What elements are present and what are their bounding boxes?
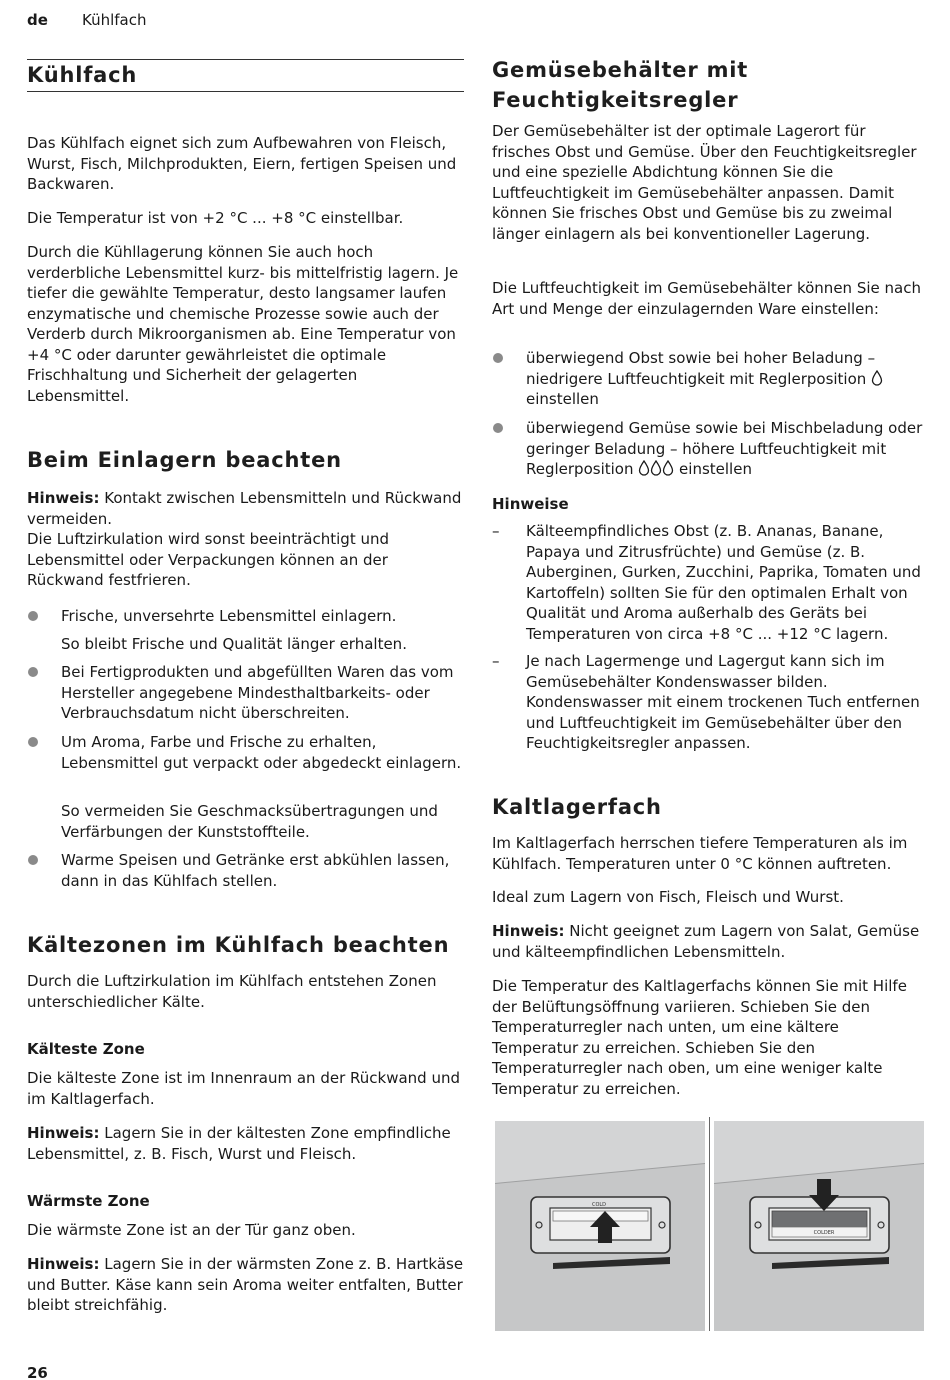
einlagern-note-continued: Die Luftzirkulation wird sonst beeinträchtigt und Lebensmittel oder Verpackungen können an der Rückwand festfrieren. xyxy=(27,530,390,589)
title-rule-bottom xyxy=(27,91,464,92)
page-number: 26 xyxy=(27,1364,48,1380)
bullet-icon xyxy=(28,611,38,621)
subsection-title-hinweise: Hinweise xyxy=(492,495,569,513)
drop-icon xyxy=(871,370,883,386)
einlagern-note xyxy=(27,488,464,529)
section-title-zonen: Kältezonen im Kühlfach beachten xyxy=(27,933,450,957)
warmest-note xyxy=(27,1254,464,1316)
bullet-icon xyxy=(28,737,38,747)
list-item xyxy=(27,662,464,724)
intro-paragraph-2: Die Temperatur ist von +2 °C ... +8 °C einstellbar. xyxy=(27,209,404,227)
vent-label-colder: COLDER xyxy=(813,1230,835,1236)
section-title-gemuese: Gemüsebehälter mit Feuchtigkeitsregler xyxy=(492,58,749,112)
vent-illustration xyxy=(495,1121,705,1331)
list-item-sub: So bleibt Frische und Qualität länger erhalten. xyxy=(61,635,407,653)
bullet-icon xyxy=(493,423,503,433)
subsection-title-coldest: Kälteste Zone xyxy=(27,1040,145,1058)
figure-vent-slider-up xyxy=(495,1121,705,1331)
header-language: de xyxy=(27,11,48,29)
list-item xyxy=(27,850,464,891)
gemuese-paragraph-2: Die Luftfeuchtigkeit im Gemüsebehälter können Sie nach Art und Menge der einzulagernden Ware einstellen: xyxy=(492,279,921,318)
list-item-text-end: einstellen xyxy=(679,460,752,478)
section-title-einlagern: Beim Einlagern beachten xyxy=(27,448,342,472)
list-item xyxy=(27,732,464,773)
list-item-text: Je nach Lagermenge und Lagergut kann sich im Gemüsebehälter Kondenswasser bilden. Kondenswasser mit einem trockenen Tuch entfernen und Luftfeuchtigkeit im Gemüsebehälter über den Feuchtigkeitsregler anpassen. xyxy=(526,652,920,752)
kaltlager-paragraph-3: Die Temperatur des Kaltlagerfachs können Sie mit Hilfe der Belüftungsöffnung variieren. Schieben Sie den Temperaturregler nach unten, um eine kältere Temperatur zu erreichen. Schieben Sie den Temperaturregler nach oben, um eine weniger kalte Temperatur zu erreichen. xyxy=(492,977,907,1098)
kaltlager-paragraph-2: Ideal zum Lagern von Fisch, Fleisch und Wurst. xyxy=(492,888,844,906)
coldest-text: Die kälteste Zone ist im Innenraum an der Rückwand und im Kaltlagerfach. xyxy=(27,1069,460,1108)
note-label: Hinweis: xyxy=(27,489,100,507)
list-item-text: Kälteempfindliches Obst (z. B. Ananas, Banane, Papaya und Zitrusfrüchte) und Gemüse (z. B. Auberginen, Gurken, Zucchini, Paprika, Tomaten und Kartoffeln) sollten Sie für den optimalen Erhalt von Qualität und Aroma außerhalb des Geräts bei Temperaturen von circa +8 °C ... +12 °C lagern. xyxy=(526,522,921,643)
kaltlager-note xyxy=(492,921,928,962)
page-title: Kühlfach xyxy=(27,63,138,87)
note-text: Lagern Sie in der kältesten Zone empfindliche Lebensmittel, z. B. Fisch, Wurst und Fleisch. xyxy=(27,1124,451,1163)
note-label: Hinweis: xyxy=(492,922,565,940)
bullet-icon xyxy=(28,667,38,677)
list-item-text: überwiegend Obst sowie bei hoher Beladung – niedrigere Luftfeuchtigkeit mit Reglerposition xyxy=(526,349,876,388)
zonen-intro: Durch die Luftzirkulation im Kühlfach entstehen Zonen unterschiedlicher Kälte. xyxy=(27,972,437,1011)
list-item-text: Um Aroma, Farbe und Frische zu erhalten, Lebensmittel gut verpackt oder abgedeckt einlagern. xyxy=(61,733,462,772)
intro-paragraph-3: Durch die Kühllagerung können Sie auch hoch verderbliche Lebensmittel kurz- bis mittelfristig lagern. Je tiefer die gewählte Temperatur, desto langsamer laufen enzymatische und chemische Prozesse sowie auch der Verderb durch Mikroorganismen ab. Eine Temperatur von +4 °C oder darunter gewährleistet die optimale Frischhaltung und Sicherheit der gelagerten Lebensmittel. xyxy=(27,243,459,405)
list-item xyxy=(492,521,928,644)
list-item xyxy=(492,348,928,410)
subsection-title-warmest: Wärmste Zone xyxy=(27,1192,150,1210)
list-item-text-end: einstellen xyxy=(526,390,599,408)
bullet-icon xyxy=(493,353,503,363)
header-title: Kühlfach xyxy=(82,11,147,29)
three-drops-icon xyxy=(638,460,674,476)
list-item xyxy=(492,651,928,754)
dash-marker: – xyxy=(492,522,500,540)
note-text: Lagern Sie in der wärmsten Zone z. B. Hartkäse und Butter. Käse kann sein Aroma weiter entfalten, Butter bleibt streichfähig. xyxy=(27,1255,464,1314)
list-item xyxy=(27,606,464,627)
kaltlager-paragraph-1: Im Kaltlagerfach herrschen tiefere Temperaturen als im Kühlfach. Temperaturen unter 0 °C können auftreten. xyxy=(492,834,908,873)
list-item-text: überwiegend Gemüse sowie bei Mischbeladung oder geringer Beladung – höhere Luftfeuchtigkeit mit Reglerposition xyxy=(526,419,923,478)
figure-vent-slider-down xyxy=(714,1121,924,1331)
section-title-kaltlager: Kaltlagerfach xyxy=(492,795,662,819)
list-item-text: Warme Speisen und Getränke erst abkühlen lassen, dann in das Kühlfach stellen. xyxy=(61,851,450,890)
coldest-note xyxy=(27,1123,464,1164)
dash-marker: – xyxy=(492,652,500,670)
vent-label-cold: COLD xyxy=(591,1202,607,1208)
figure-divider xyxy=(709,1117,710,1331)
note-label: Hinweis: xyxy=(27,1124,100,1142)
vent-illustration xyxy=(714,1121,924,1331)
list-item-text: Bei Fertigprodukten und abgefüllten Waren das vom Hersteller angegebene Mindesthaltbarkeits- oder Verbrauchsdatum nicht überschreiten. xyxy=(61,663,454,722)
list-item-text: Frische, unversehrte Lebensmittel einlagern. xyxy=(61,607,397,625)
note-text: Kontakt zwischen Lebensmitteln und Rückwand vermeiden. xyxy=(27,489,462,528)
list-item-sub: So vermeiden Sie Geschmacksübertragungen und Verfärbungen der Kunststoffteile. xyxy=(61,802,438,841)
list-item xyxy=(492,418,928,480)
intro-paragraph-1: Das Kühlfach eignet sich zum Aufbewahren von Fleisch, Wurst, Fisch, Milchprodukten, Eiern, fertigen Speisen und Backwaren. xyxy=(27,134,457,193)
note-label: Hinweis: xyxy=(27,1255,100,1273)
gemuese-paragraph-1: Der Gemüsebehälter ist der optimale Lagerort für frisches Obst und Gemüse. Über den Feuchtigkeitsregler und eine spezielle Abdichtung können Sie die Luftfeuchtigkeit im Gemüsebehälter anpassen. Damit können Sie frisches Obst und Gemüse bis zu zweimal länger einlagern als bei konventioneller Lagerung. xyxy=(492,122,917,243)
bullet-icon xyxy=(28,855,38,865)
note-text: Nicht geeignet zum Lagern von Salat, Gemüse und kälteempfindlichen Lebensmitteln. xyxy=(492,922,920,961)
warmest-text: Die wärmste Zone ist an der Tür ganz oben. xyxy=(27,1221,356,1239)
title-rule-top xyxy=(27,59,464,60)
